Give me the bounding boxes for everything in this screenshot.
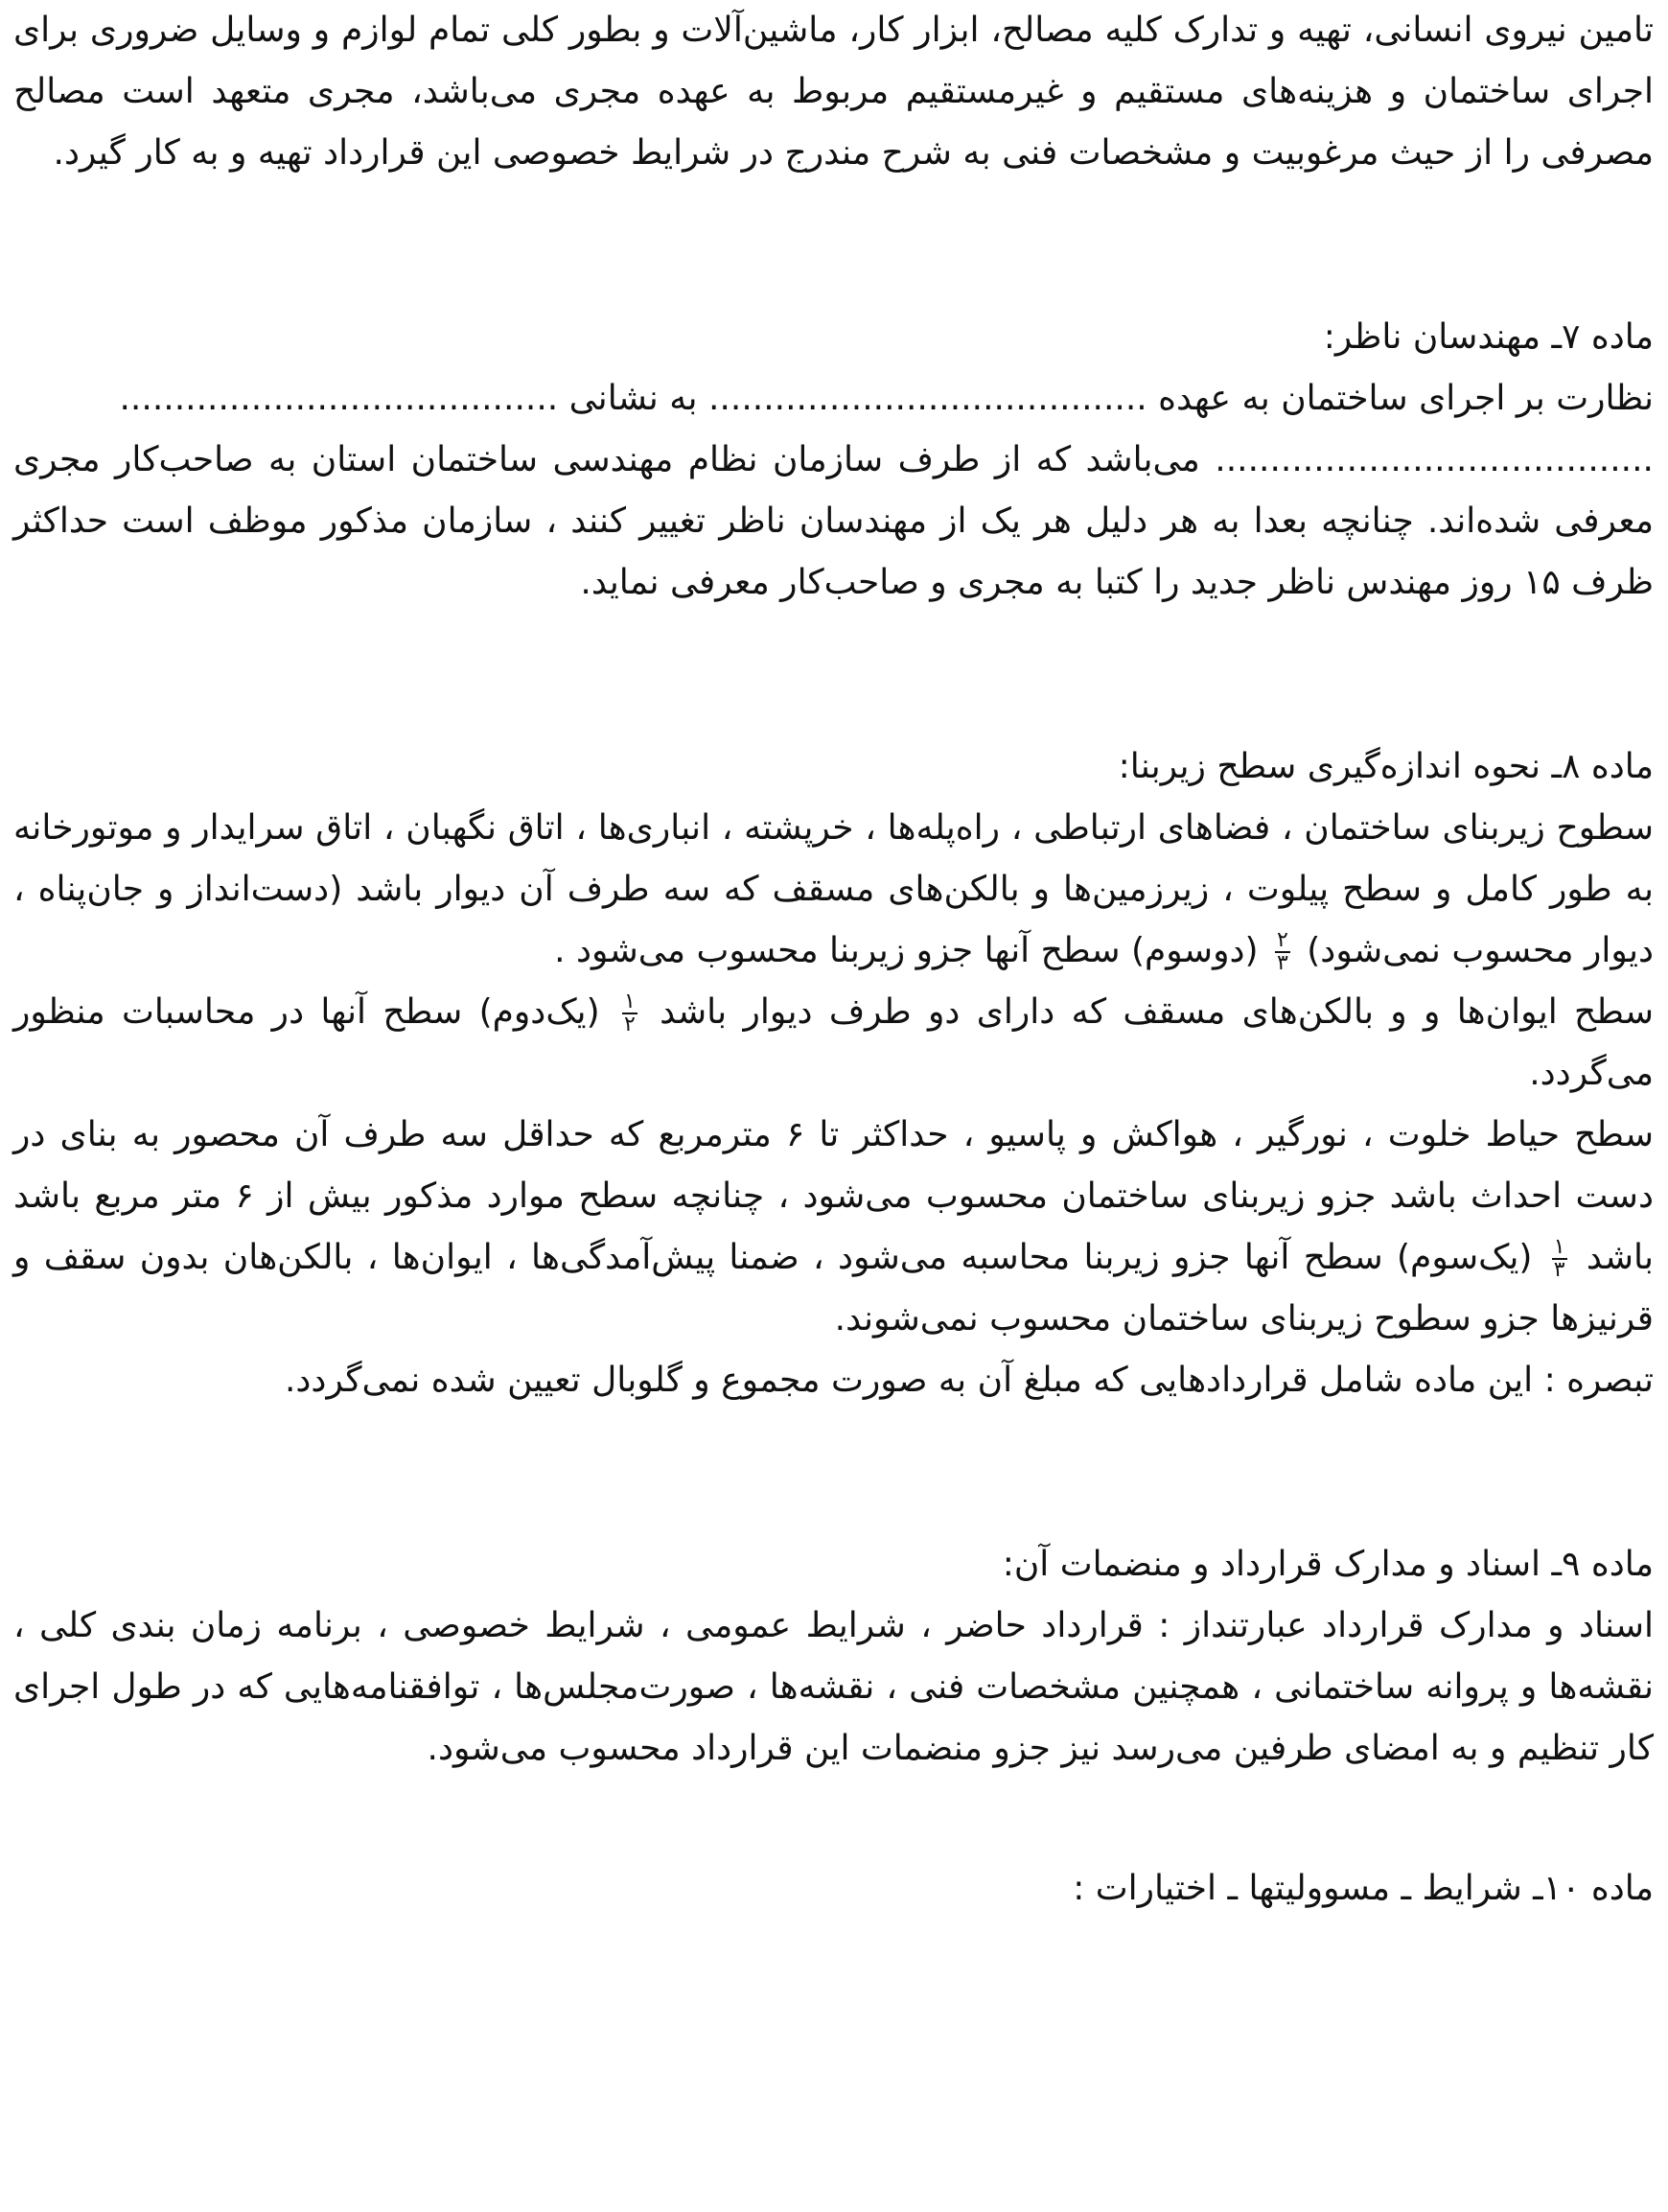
article-7-body: ........................................ می‌باشد که از طرف سازمان نظام مهندسی ساختمان استان به صاحب‌کار مجری معرفی شده‌اند. چنانچه بعدا به هر دلیل هر یک از مهندسان ناظر تغییر کنند ، سازمان مذکور موظف است حداکثر ظرف ۱۵ روز مهندس ناظر جدید را کتبا به مجری و صاحب‌کار معرفی نماید. bbox=[13, 440, 1654, 602]
article-8 bbox=[13, 736, 1654, 1411]
two-thirds-fraction bbox=[1275, 930, 1290, 974]
article-8-paragraph-1 bbox=[13, 798, 1654, 982]
article-7-heading: ماده ۷ـ مهندسان ناظر: bbox=[1323, 317, 1654, 357]
article-8-p3-text-b: (یک‌سوم) سطح آنها جزو زیربنا محاسبه می‌شود ، ضمنا پیش‌آمدگی‌ها ، ایوان‌ها ، بالکن‌هان بدون سقف و قرنیزها جزو سطوح زیربنای ساختمان محسوب نمی‌شوند. bbox=[13, 1238, 1654, 1339]
fraction-denominator: ۳ bbox=[1553, 1258, 1565, 1282]
article-9-heading: ماده ۹ـ اسناد و مدارک قرارداد و منضمات آن: bbox=[1002, 1545, 1654, 1584]
article-8-paragraph-3 bbox=[13, 1105, 1654, 1350]
article-10 bbox=[13, 1858, 1654, 1920]
article-8-note: تبصره : این ماده شامل قراردادهایی که مبلغ آن به صورت مجموع و گلوبال تعیین شده نمی‌گردد. bbox=[284, 1361, 1654, 1400]
section-spacer bbox=[13, 1780, 1654, 1858]
article-7 bbox=[13, 307, 1654, 614]
article-8-p2-text-a: سطح ایوان‌ها و و بالکن‌های مسقف که دارای دو طرف دیوار باشد bbox=[660, 992, 1654, 1032]
fraction-denominator: ۳ bbox=[1276, 951, 1288, 975]
one-third-fraction bbox=[1552, 1237, 1567, 1281]
fraction-numerator: ۲ bbox=[1276, 928, 1288, 952]
article-9 bbox=[13, 1534, 1654, 1780]
section-spacer bbox=[13, 1411, 1654, 1534]
article-8-paragraph-2 bbox=[13, 982, 1654, 1105]
article-8-p3-text-a: سطح حیاط خلوت ، نورگیر ، هواکش و پاسیو ، حداکثر تا ۶ مترمربع که حداقل سه طرف آن محصور به بنای در دست احداث باشد جزو زیربنای ساختمان محسوب می‌شود ، چنانچه سطح موارد مذکور بیش از ۶ متر مربع باشد باشد bbox=[13, 1115, 1654, 1277]
fraction-numerator: ۱ bbox=[623, 990, 636, 1013]
article-8-p1-text-a: سطوح زیربنای ساختمان ، فضاهای ارتباطی ، راه‌پله‌ها ، خرپشته ، انباری‌ها ، اتاق نگهبان ، اتاق سرایدار و موتورخانه به طور کامل و سطح پیلوت ، زیرزمین‌ها و بالکن‌های مسقف که سه طرف آن دیوار باشد (دست‌انداز و جان‌پناه ، دیوار محسوب نمی‌شود) bbox=[13, 808, 1654, 970]
section-spacer bbox=[13, 614, 1654, 736]
article-8-p1-text-b: (دوسوم) سطح آنها جزو زیربنا محسوب می‌شود . bbox=[554, 931, 1259, 970]
article-7-supervision-line: نظارت بر اجرای ساختمان به عهده ........................................ به نشانی ........................................ bbox=[119, 379, 1654, 418]
fraction-denominator: ۲ bbox=[623, 1013, 636, 1036]
article-8-heading: ماده ۸ـ نحوه اندازه‌گیری سطح زیربنا: bbox=[1118, 747, 1654, 786]
fraction-numerator: ۱ bbox=[1553, 1235, 1565, 1259]
document-page bbox=[13, 0, 1654, 1920]
intro-paragraph: تامین نیروی انسانی، تهیه و تدارک کلیه مصالح، ابزار کار، ماشین‌آلات و بطور کلی تمام لوازم و وسایل ضروری برای اجرای ساختمان و هزینه‌های مستقیم و غیرمستقیم مربوط به عهده مجری می‌باشد، مجری متعهد است مصالح مصرفی را از حیث مرغوبیت و مشخصات فنی به شرح مندرج در شرایط خصوصی این قرارداد تهیه و به کار گیرد. bbox=[13, 11, 1654, 173]
article-8-p2-text-b: (یک‌دوم) سطح آنها در محاسبات منظور می‌گردد. bbox=[13, 992, 1654, 1093]
one-half-fraction bbox=[622, 991, 637, 1036]
article-9-body: اسناد و مدارک قرارداد عبارتنداز : قرارداد حاضر ، شرایط عمومی ، شرایط خصوصی ، برنامه زمان بندی کلی ، نقشه‌ها و پروانه ساختمانی ، همچنین مشخصات فنی ، نقشه‌ها ، صورت‌مجلس‌ها ، توافقنامه‌هایی که در طول اجرای کار تنظیم و به امضای طرفین می‌رسد نیز جزو منضمات این قرارداد محسوب می‌شود. bbox=[13, 1606, 1654, 1768]
section-spacer bbox=[13, 184, 1654, 307]
article-10-heading: ماده ۱۰ـ شرایط ـ مسوولیتها ـ اختیارات : bbox=[1073, 1869, 1654, 1908]
